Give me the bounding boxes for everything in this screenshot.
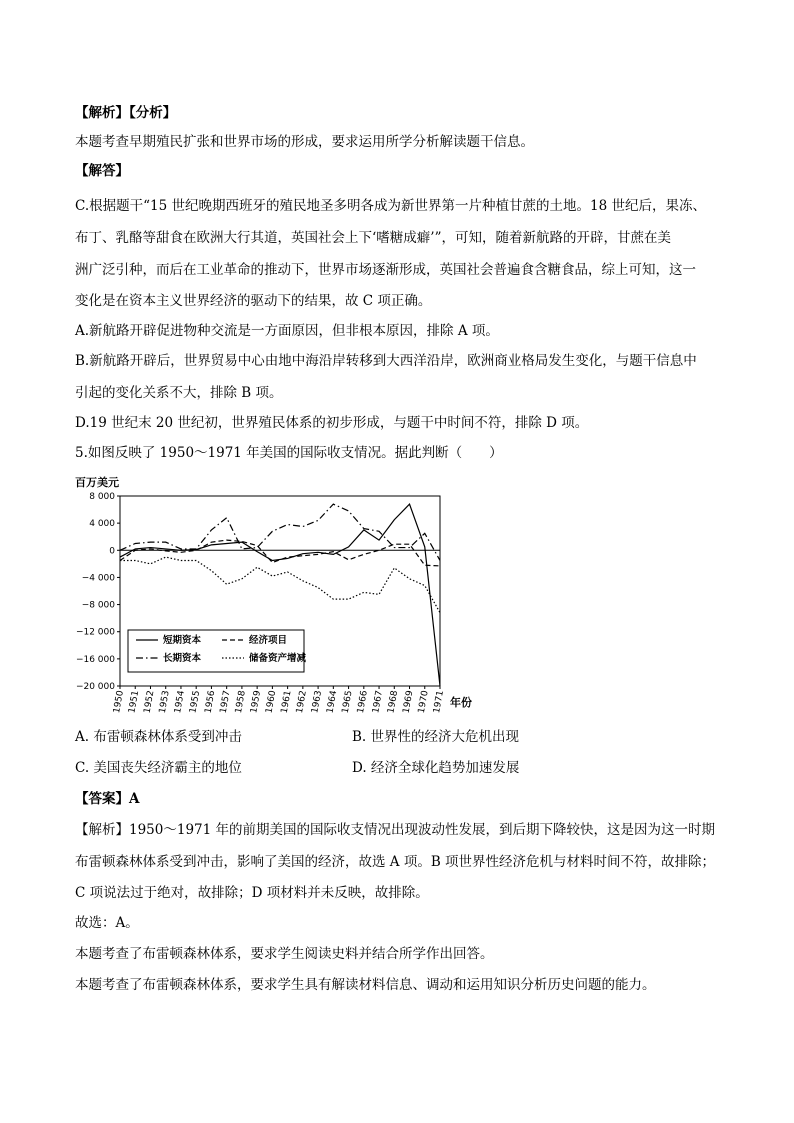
- x-tick-label: 1970: [416, 689, 431, 715]
- x-tick-label: 1956: [203, 689, 218, 715]
- answer-label: 【答案】A: [75, 791, 140, 807]
- x-tick-label: 1969: [401, 689, 416, 715]
- y-tick-label: 4 000: [89, 519, 115, 530]
- question-stem: 5.如图反映了 1950～1971 年美国的国际收支情况。据此判断（ ）: [75, 445, 503, 461]
- x-tick-label: 1971: [432, 689, 446, 715]
- answer-note: 本题考查了布雷顿森林体系，要求学生具有解读材料信息、调动和运用知识分析历史问题的能力。: [75, 977, 656, 993]
- option-d-line: D.19 世纪末 20 世纪初，世界殖民体系的初步形成，与题干中时间不符，排除 D 项。: [75, 415, 589, 431]
- option-a-line: A.新航路开辟促进物种交流是一方面原因，但非根本原因，排除 A 项。: [75, 323, 499, 339]
- answer-header: 【解答】: [75, 163, 129, 179]
- answer-analysis-line: C 项说法过于绝对，故排除；D 项材料并未反映，故排除。: [75, 885, 429, 901]
- x-tick-label: 1959: [249, 689, 264, 715]
- choice-b: B. 世界性的经济大危机出现: [352, 729, 520, 745]
- y-tick-label: −12 000: [75, 627, 115, 638]
- x-tick-label: 1958: [234, 689, 248, 715]
- balance-of-payments-chart: [70, 474, 490, 724]
- y-tick-label: −16 000: [75, 654, 115, 665]
- x-tick-label: 1960: [264, 689, 279, 715]
- series-line: [120, 504, 440, 560]
- x-tick-label: 1968: [386, 689, 401, 715]
- option-b-line: B.新航路开辟后，世界贸易中心由地中海沿岸转移到大西洋沿岸，欧洲商业格局发生变化，与题干信息中: [75, 353, 697, 369]
- x-tick-label: 1950: [112, 689, 126, 715]
- option-c-line: 布丁、乳酪等甜食在欧洲大行其道，英国社会上下‘嗜糖成癖’”，可知，随着新航路的开辟，甘蔗在美: [75, 230, 671, 246]
- x-tick-label: 1962: [294, 689, 309, 715]
- series-line: [120, 557, 440, 613]
- legend-label: 短期资本: [163, 635, 202, 646]
- choice-d: D. 经济全球化趋势加速发展: [352, 760, 520, 776]
- series-line: [120, 540, 440, 566]
- x-tick-label: 1964: [325, 689, 340, 715]
- x-tick-label: 1961: [279, 689, 294, 715]
- chart-svg: [70, 474, 490, 724]
- legend-label: 长期资本: [163, 653, 202, 664]
- answer-choice: 故选：A。: [75, 915, 139, 931]
- x-tick-label: 1957: [218, 689, 233, 715]
- y-tick-label: 0: [109, 546, 115, 557]
- x-tick-label: 1966: [355, 689, 370, 715]
- answer-note: 本题考查了布雷顿森林体系，要求学生阅读史料并结合所学作出回答。: [75, 946, 494, 962]
- answer-analysis-line: 【解析】1950～1971 年的前期美国的国际收支情况出现波动性发展，到后期下降较快，这是因为这一时期: [75, 822, 716, 838]
- option-c-line: C.根据题干“15 世纪晚期西班牙的殖民地圣多明各成为新世界第一片种植甘蔗的土地。18 世纪后，果冻、: [75, 198, 706, 214]
- x-tick-label: 1953: [157, 689, 172, 715]
- legend-label: 储备资产增减: [249, 653, 307, 664]
- y-tick-label: −8 000: [81, 600, 115, 611]
- choice-c: C. 美国丧失经济霸主的地位: [75, 760, 242, 776]
- choice-a: A. 布雷顿森林体系受到冲击: [75, 729, 242, 745]
- x-tick-label: 1954: [173, 689, 187, 715]
- y-tick-label: −20 000: [75, 682, 115, 692]
- option-c-line: 洲广泛引种，而后在工业革命的推动下，世界市场逐渐形成，英国社会普遍食含糖食品，综上可知，这一: [75, 262, 696, 278]
- x-tick-label: 1965: [340, 689, 355, 715]
- legend-label: 经济项目: [249, 635, 288, 646]
- x-tick-label: 1967: [371, 689, 386, 715]
- x-tick-label: 1951: [127, 689, 142, 715]
- option-c-line: 变化是在资本主义世界经济的驱动下的结果，故 C 项正确。: [75, 293, 432, 309]
- x-tick-label: 1963: [310, 689, 325, 715]
- y-tick-label: 8 000: [89, 492, 115, 502]
- y-tick-label: −4 000: [81, 573, 115, 584]
- y-axis-title: 百万美元: [75, 476, 119, 489]
- x-axis-title: 年份: [450, 696, 472, 709]
- answer-analysis-line: 布雷顿森林体系受到冲击，影响了美国的经济，故选 A 项。B 项世界性经济危机与材料时间不符，故排除；: [75, 854, 716, 870]
- option-b-line: 引起的变化关系不大，排除 B 项。: [75, 385, 283, 401]
- x-tick-label: 1952: [142, 689, 157, 715]
- analysis-summary: 本题考查早期殖民扩张和世界市场的形成，要求运用所学分析解读题干信息。: [75, 134, 534, 150]
- analysis-header: 【解析】【分析】: [75, 105, 177, 121]
- x-tick-label: 1955: [188, 689, 203, 715]
